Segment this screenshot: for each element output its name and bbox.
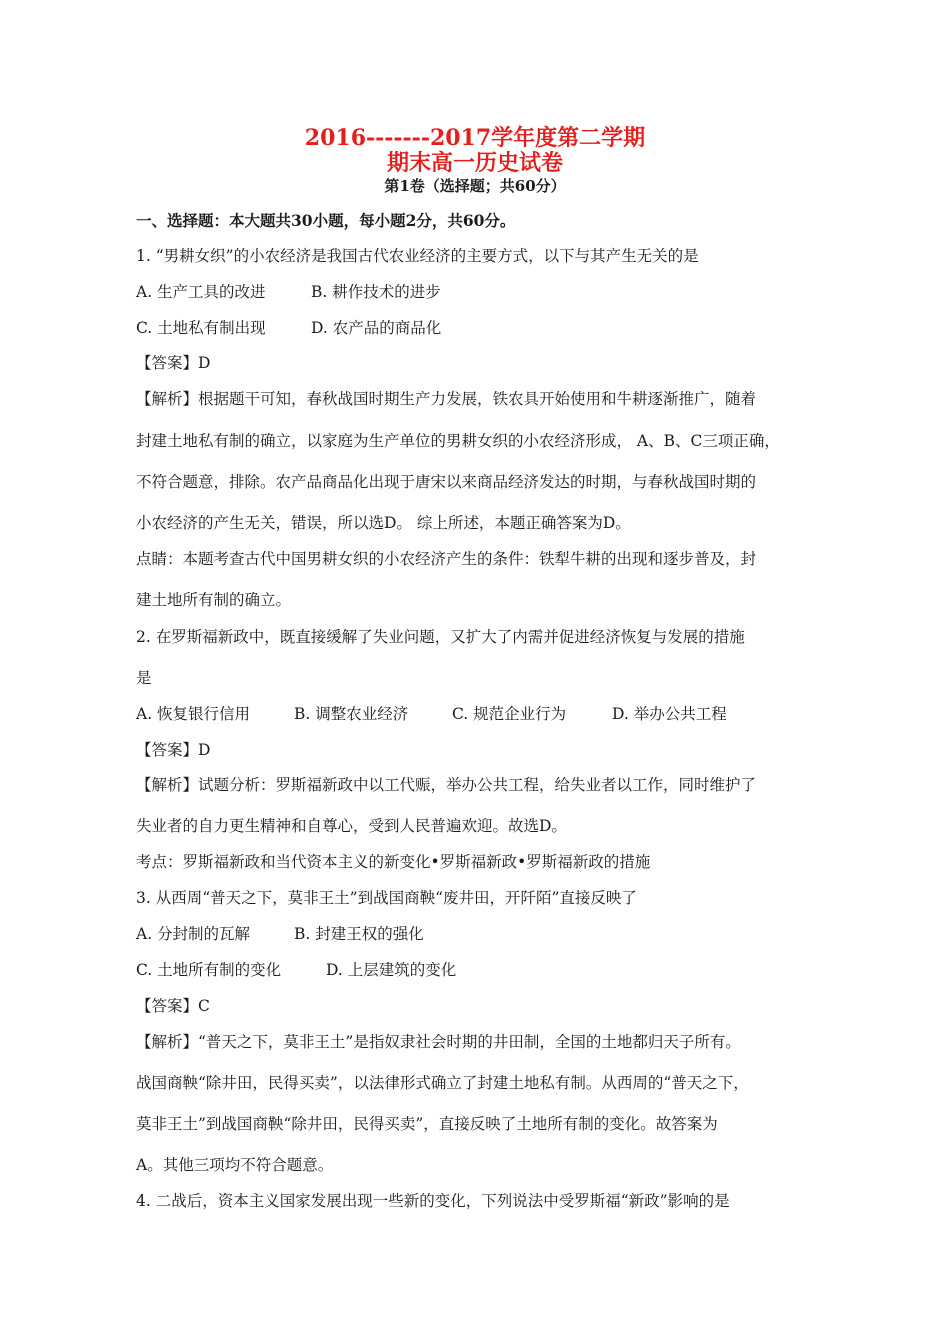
question-1-note-line: 建土地所有制的确立。 <box>136 591 292 609</box>
exam-title: 期末高一历史试卷 <box>386 150 563 176</box>
option-d: D. 农产品的商品化 <box>311 319 442 337</box>
option-d: D. 举办公共工程 <box>612 705 727 723</box>
question-2-analysis-line: 失业者的自力更生精神和自尊心，受到人民普遍欢迎。故选D。 <box>136 817 567 835</box>
question-3-analysis-line: A。其他三项均不符合题意。 <box>136 1156 334 1174</box>
question-1-options-row-1 <box>136 281 826 303</box>
question-2-options-row <box>136 703 826 725</box>
question-3-answer: 【答案】C <box>136 997 210 1015</box>
question-4-stem: 4. 二战后，资本主义国家发展出现一些新的变化，下列说法中受罗斯福“新政”影响的是 <box>136 1192 730 1210</box>
option-c: C. 规范企业行为 <box>452 705 567 723</box>
question-2-knowledge-point: 考点：罗斯福新政和当代资本主义的新变化•罗斯福新政•罗斯福新政的措施 <box>136 853 651 871</box>
option-b: B. 耕作技术的进步 <box>311 283 441 301</box>
question-3-analysis-line: 莫非王土”到战国商鞅“除井田，民得买卖”，直接反映了土地所有制的变化。故答案为 <box>136 1115 718 1133</box>
question-3-options-row-2 <box>136 959 826 981</box>
question-3-stem: 3. 从西周“普天之下，莫非王土”到战国商鞅“废井田，开阡陌”直接反映了 <box>136 889 637 907</box>
volume-heading: 第1卷（选择题；共60分） <box>384 177 566 195</box>
question-1-analysis-line: 【解析】根据题干可知，春秋战国时期生产力发展，铁农具开始使用和牛耕逐渐推广，随着 <box>136 390 757 408</box>
question-2-analysis-line: 【解析】试题分析：罗斯福新政中以工代赈，举办公共工程，给失业者以工作，同时维护了 <box>136 776 757 794</box>
section-heading: 一、选择题：本大题共30小题，每小题2分，共60分。 <box>136 211 516 230</box>
question-1-answer: 【答案】D <box>136 354 211 372</box>
option-a: A. 分封制的瓦解 <box>136 925 251 943</box>
question-1-options-row-2 <box>136 317 826 339</box>
option-d: D. 上层建筑的变化 <box>326 961 457 979</box>
question-2-stem: 2. 在罗斯福新政中，既直接缓解了失业问题，又扩大了内需并促进经济恢复与发展的措施 <box>136 628 745 646</box>
question-1-analysis-line: 不符合题意，排除。农产品商品化出现于唐宋以来商品经济发达的时期，与春秋战国时期的 <box>136 473 757 491</box>
question-1-analysis-line: 封建土地私有制的确立，以家庭为生产单位的男耕女织的小农经济形成， A、B、C三项正确， <box>136 432 780 450</box>
question-2-answer: 【答案】D <box>136 741 211 759</box>
question-3-options-row-1 <box>136 923 826 945</box>
exam-title-year: 2016-------2017学年度第二学期 <box>304 125 646 151</box>
question-1-note-line: 点睛：本题考查古代中国男耕女织的小农经济产生的条件：铁犁牛耕的出现和逐步普及，封 <box>136 550 757 568</box>
question-1-stem: 1. “男耕女织”的小农经济是我国古代农业经济的主要方式，以下与其产生无关的是 <box>136 247 699 265</box>
option-c: C. 土地所有制的变化 <box>136 961 282 979</box>
option-a: A. 恢复银行信用 <box>136 705 251 723</box>
question-1-analysis-line: 小农经济的产生无关，错误，所以选D。 综上所述，本题正确答案为D。 <box>136 514 631 532</box>
option-b: B. 封建王权的强化 <box>294 925 424 943</box>
question-3-analysis-line: 【解析】“普天之下，莫非王土”是指奴隶社会时期的井田制，全国的土地都归天子所有。 <box>136 1033 741 1051</box>
question-3-analysis-line: 战国商鞅“除井田，民得买卖”，以法律形式确立了封建土地私有制。从西周的“普天之下， <box>136 1074 749 1092</box>
option-c: C. 土地私有制出现 <box>136 319 266 337</box>
option-a: A. 生产工具的改进 <box>136 283 266 301</box>
option-b: B. 调整农业经济 <box>294 705 409 723</box>
question-2-stem-continued: 是 <box>136 669 152 687</box>
